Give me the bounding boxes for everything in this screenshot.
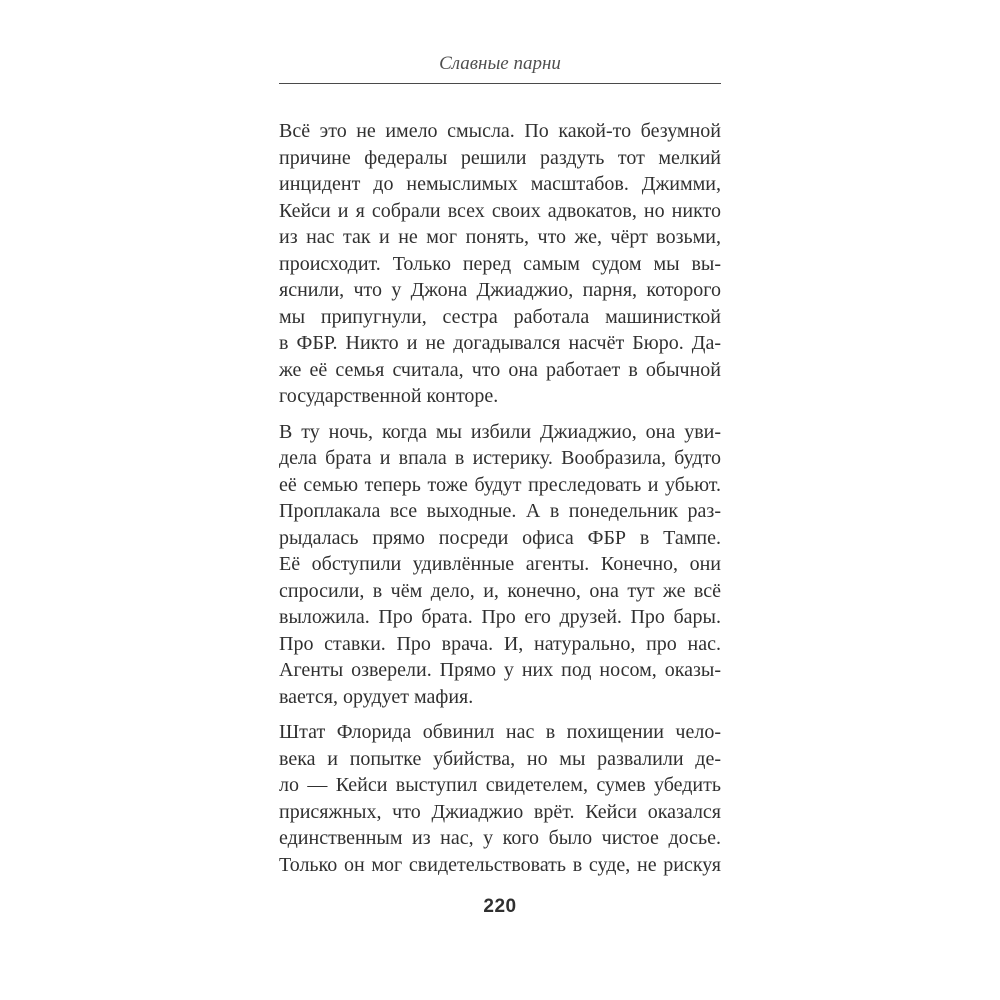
text-line: Только он мог свидетельствовать в суде, не рискуя xyxy=(279,853,721,876)
text-line: рыдалась прямо посреди офиса ФБР в Тампе. xyxy=(279,526,721,549)
text-line: мы припугнули, сестра работала машинисткой xyxy=(279,305,721,328)
text-line: В ту ночь, когда мы избили Джиаджио, она уви- xyxy=(279,420,721,443)
text-line: из нас так и не мог понять, что же, чёрт возьми, xyxy=(279,226,721,248)
text-line: дела брата и впала в истерику. Вообразила, будто xyxy=(279,447,721,469)
header-rule-divider xyxy=(279,83,721,84)
text-line: вается, орудует мафия. xyxy=(279,685,474,708)
paragraph xyxy=(279,719,721,878)
text-line: государственной конторе. xyxy=(279,385,499,407)
text-line: присяжных, что Джиаджио врёт. Кейси оказался xyxy=(279,800,721,823)
text-line: Всё это не имело смысла. По какой-то безумной xyxy=(279,120,721,142)
text-line: Проплакала все выходные. А в понедельник раз- xyxy=(279,500,721,522)
text-line: Штат Флорида обвинил нас в похищении чело- xyxy=(279,721,721,743)
body-text xyxy=(279,118,721,887)
text-line: же её семья считала, что она работает в обычной xyxy=(279,358,721,381)
text-line: в ФБР. Никто и не догадывался насчёт Бюро. Да- xyxy=(279,332,721,354)
text-line: Кейси и я собрали всех своих адвокатов, но никто xyxy=(279,199,721,222)
paragraph xyxy=(279,118,721,410)
text-line: спросили, в чём дело, и, конечно, она тут же всё xyxy=(279,579,721,602)
running-title: Славные парни xyxy=(439,53,561,74)
text-line: Про ставки. Про врача. И, натурально, про нас. xyxy=(279,632,721,655)
text-line: ло — Кейси выступил свидетелем, сумев убедить xyxy=(279,774,721,796)
text-line: Её обступили удивлённые агенты. Конечно, они xyxy=(279,553,721,575)
text-line: инцидент до немыслимых масштабов. Джимми, xyxy=(279,173,721,195)
text-line: происходит. Только перед самым судом мы вы- xyxy=(279,252,721,275)
text-line: Агенты озверели. Прямо у них под носом, оказы- xyxy=(279,659,721,681)
text-line: единственным из нас, у кого было чистое досье. xyxy=(279,827,721,849)
text-line: причине федералы решили раздуть тот мелкий xyxy=(279,146,721,169)
paragraph xyxy=(279,419,721,711)
page-number: 220 xyxy=(483,896,517,917)
text-line: её семью теперь тоже будут преследовать и убьют. xyxy=(279,473,721,496)
text-line: выложила. Про брата. Про его друзей. Про бары. xyxy=(279,606,721,628)
text-line: яснили, что у Джона Джиаджио, парня, которого xyxy=(279,279,721,301)
text-line: века и попытке убийства, но мы развалили де- xyxy=(279,747,721,770)
